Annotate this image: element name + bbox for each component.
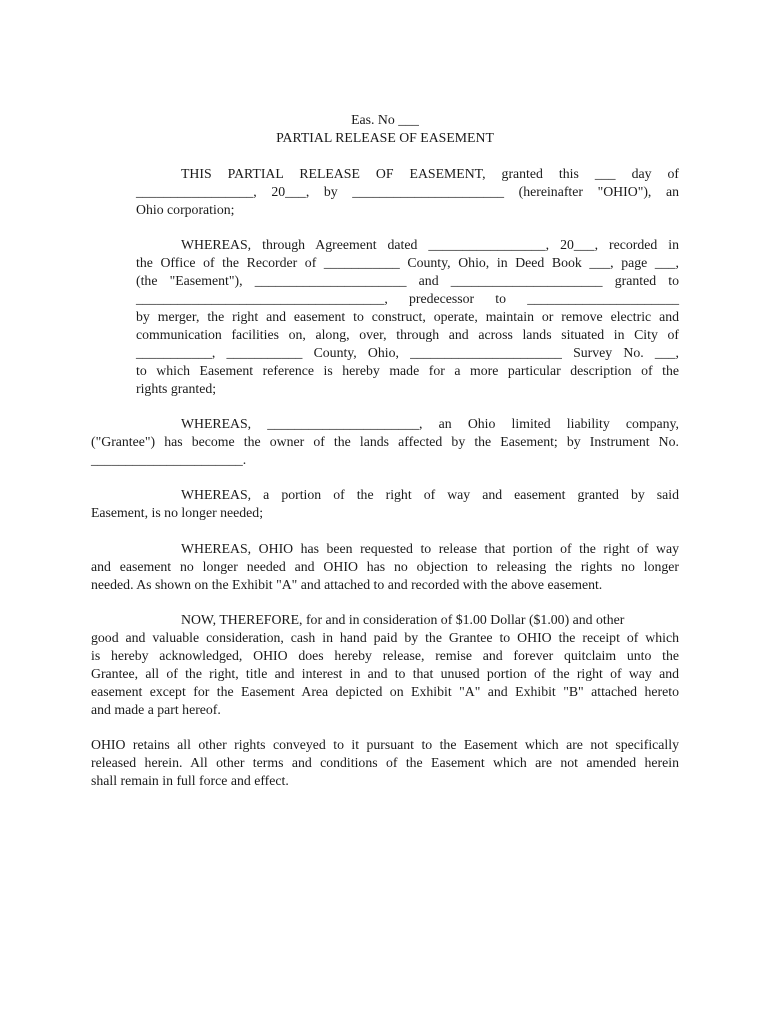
text-line: WHEREAS, a portion of the right of way and easement granted by said [181, 487, 679, 502]
text-line: to which Easement reference is hereby made for a more particular description of the [136, 363, 679, 378]
text-line: Easement, is no longer needed; [91, 505, 264, 520]
text-line: easement except for the Easement Area depicted on Exhibit "A" and Exhibit "B" attached hereto [91, 684, 679, 699]
text-line: rights granted; [136, 381, 217, 396]
text-line: WHEREAS, ______________________, an Ohio limited liability company, [181, 416, 679, 431]
text-line: communication facilities on, along, over, through and across lands situated in City of [136, 327, 679, 342]
text-line: ___________, ___________ County, Ohio, ______________________ Survey No. ___, [136, 345, 679, 360]
text-line: WHEREAS, through Agreement dated _________________, 20___, recorded in [181, 237, 679, 252]
text-line: ______________________. [91, 452, 247, 467]
text-line: (the "Easement"), ______________________ and ______________________ granted to [136, 273, 679, 288]
document-title: PARTIAL RELEASE OF EASEMENT [276, 130, 494, 145]
text-line: NOW, THEREFORE, for and in consideration of $1.00 Dollar ($1.00) and other [181, 612, 625, 627]
text-line: needed. As shown on the Exhibit "A" and attached to and recorded with the above easement. [91, 577, 603, 592]
text-line: by merger, the right and easement to construct, operate, maintain or remove electric and [136, 309, 679, 324]
text-line: and made a part hereof. [91, 702, 221, 717]
text-line: OHIO retains all other rights conveyed to it pursuant to the Easement which are not specifically [91, 737, 679, 752]
text-line: released herein. All other terms and conditions of the Easement which are not amended herein [91, 755, 679, 770]
text-line: Grantee, all of the right, title and interest in and to that unused portion of the right of way and [91, 666, 679, 681]
text-line: the Office of the Recorder of ___________ County, Ohio, in Deed Book ___, page ___, [136, 255, 679, 270]
text-line: good and valuable consideration, cash in hand paid by the Grantee to OHIO the receipt of which [91, 630, 679, 645]
easement-number: Eas. No ___ [351, 112, 419, 127]
text-line: is hereby acknowledged, OHIO does hereby release, remise and forever quitclaim unto the [91, 648, 679, 663]
text-line: ____________________________________, predecessor to ______________________ [136, 291, 679, 306]
text-line: _________________, 20___, by ______________________ (hereinafter "OHIO"), an [136, 184, 679, 199]
text-line: shall remain in full force and effect. [91, 773, 289, 788]
text-line: Ohio corporation; [136, 202, 235, 217]
text-line: WHEREAS, OHIO has been requested to release that portion of the right of way [181, 541, 679, 556]
text-line: THIS PARTIAL RELEASE OF EASEMENT, granted this ___ day of [181, 166, 679, 181]
text-line: and easement no longer needed and OHIO has no objection to releasing the rights no longer [91, 559, 679, 574]
text-line: ("Grantee") has become the owner of the lands affected by the Easement; by Instrument No. [91, 434, 679, 449]
